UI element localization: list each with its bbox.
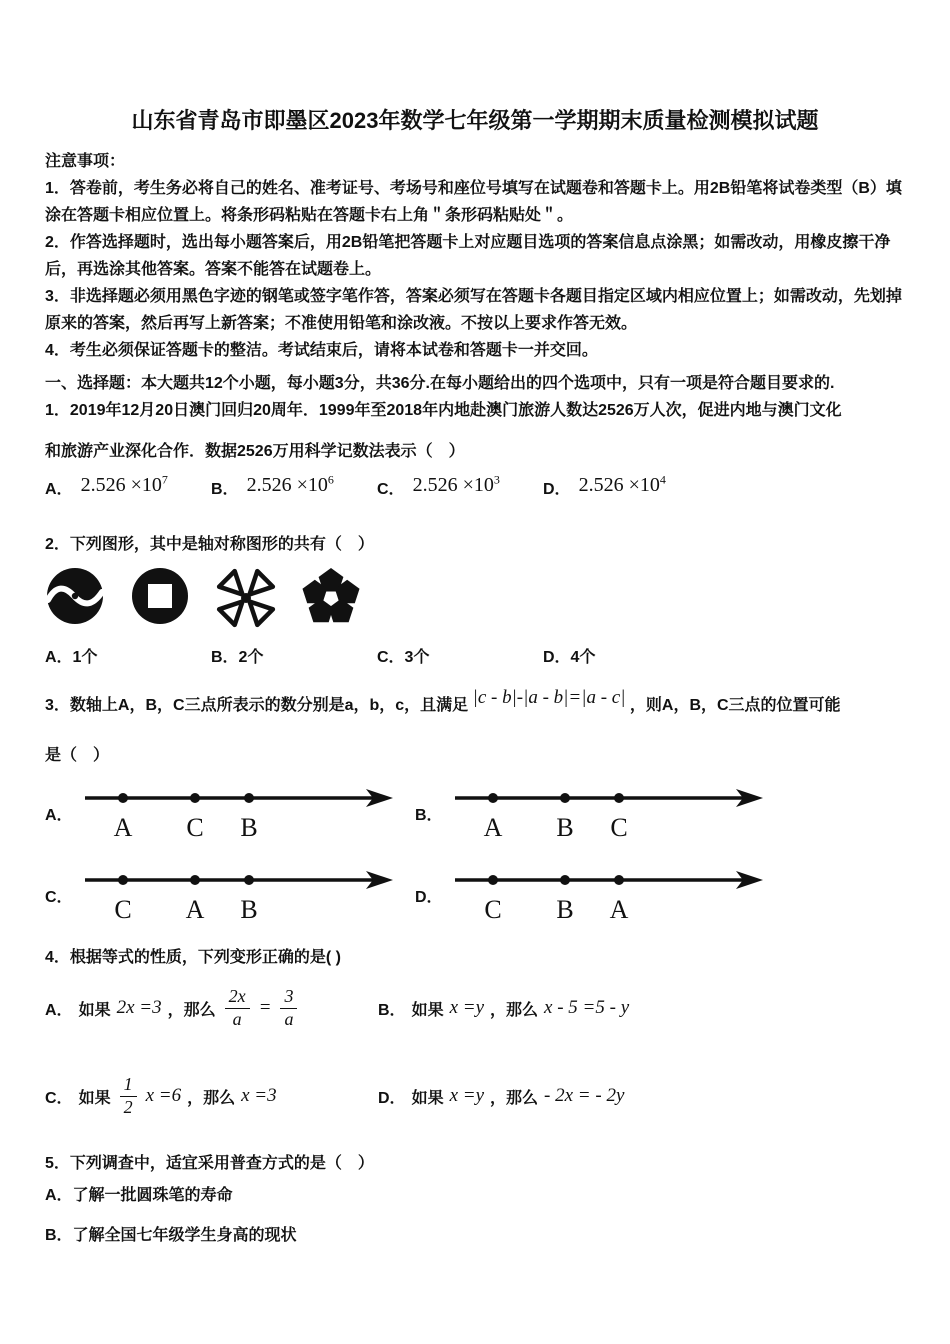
square-hole-coin-figure	[130, 556, 192, 640]
svg-text:A: A	[609, 895, 628, 924]
q3-numberline-b	[415, 786, 765, 844]
q2-option-b: B．2个	[211, 649, 264, 666]
q2-option-a: A．1个	[45, 649, 98, 666]
fraction: $\frac{2x}{a}$	[225, 986, 250, 1030]
q3-numberline-a	[45, 786, 395, 844]
option-label: B．	[211, 481, 239, 498]
svg-text:B: B	[555, 813, 574, 842]
q4-options-row2	[45, 1056, 912, 1136]
svg-text:B: B	[555, 895, 574, 924]
q1-option-b	[211, 472, 334, 500]
svg-text:A: A	[483, 813, 502, 842]
q3-numberlines-row1	[45, 786, 912, 868]
q1-options	[45, 472, 912, 522]
svg-text:B: B	[239, 813, 258, 842]
q1-text-line2: 和旅游产业深化合作．数据2526万用科学记数法表示（ ）	[45, 443, 465, 460]
q3-numberlines-row2	[45, 868, 912, 950]
svg-text:C: C	[609, 813, 628, 842]
q5-option-b: B．了解全国七年级学生身高的现状	[45, 1227, 297, 1244]
notice-item-1: 1．答卷前，考生务必将自己的姓名、准考证号、考场号和座位号填写在试题卷和答题卡上。用2B铅笔将试卷类型（B）填涂在答题卡相应位置上。将条形码粘贴在答题卡右上角＂条形码粘贴处＂。	[45, 180, 902, 224]
q1-option-a	[45, 472, 168, 500]
q4-option-b: B． 如果 x =y ，那么 x - 5 =5 - y	[378, 997, 630, 1019]
fraction: $\frac{1}{2}$	[120, 1074, 137, 1118]
q4-option-a: A． 如果 2x =3 ，那么 $\frac{2x}{a}$ = $\frac{3}{a}$	[45, 968, 300, 1048]
q3-text-line2: 是（ ）	[45, 747, 110, 764]
plum-blossom-figure	[300, 556, 362, 640]
option-value: $2.526 \times 10^4$	[578, 472, 666, 496]
q3-numberline-c	[45, 868, 395, 926]
q5-text: 5．下列调查中，适宜采用普查方式的是（ ）	[45, 1155, 374, 1172]
svg-text:C: C	[185, 813, 204, 842]
notice-item-4: 4．考生必须保证答题卡的整洁。考试结束后，请将本试卷和答题卡一并交回。	[45, 342, 598, 359]
q3-text-post: ，则A，B，C三点的位置可能	[629, 697, 841, 714]
numberline-label: B．	[415, 807, 443, 824]
svg-text:A: A	[113, 813, 132, 842]
q3-text	[45, 687, 912, 716]
fraction: $\frac{3}{a}$	[280, 986, 297, 1030]
q1-option-c	[377, 472, 500, 500]
q4-options-row1	[45, 968, 912, 1048]
svg-text:B: B	[239, 895, 258, 924]
option-value: $2.526 \times 10^6$	[246, 472, 334, 496]
q2-option-c: C．3个	[377, 649, 430, 666]
q4-option-c: C． 如果 $\frac{1}{2}$ x =6 ，那么 x =3	[45, 1073, 277, 1117]
q2-options	[45, 644, 912, 690]
notice-section	[45, 148, 915, 364]
option-label: D．	[543, 481, 571, 498]
option-label: C．	[377, 481, 405, 498]
q4-option-d: D． 如果 x =y ，那么 - 2x = - 2y	[378, 1085, 625, 1107]
numberline-graphic	[83, 786, 395, 844]
numberline-graphic	[453, 868, 765, 926]
yinyang-disc-figure	[45, 556, 107, 640]
numberline-graphic	[453, 786, 765, 844]
q5-option-a: A．了解一批圆珠笔的寿命	[45, 1187, 233, 1204]
option-value: $2.526 \times 10^3$	[412, 472, 500, 496]
notice-item-3: 3．非选择题必须用黑色字迹的钢笔或签字笔作答，答案必须写在答题卡各题目指定区域内相应位置上；如需改动，先划掉原来的答案，然后再写上新答案；不准使用铅笔和涂改液。不按以上要求作答无效。	[45, 288, 902, 332]
q2-option-d: D．4个	[543, 649, 596, 666]
q1-text-line1: 1．2019年12月20日澳门回归20周年．1999年至2018年内地赴澳门旅游人数达2526万人次，促进内地与澳门文化	[45, 402, 842, 419]
svg-text:C: C	[483, 895, 502, 924]
four-petal-clover-figure	[215, 556, 277, 640]
numberline-label: C．	[45, 889, 73, 906]
q4-text: 4．根据等式的性质，下列变形正确的是( )	[45, 949, 342, 966]
page-title: 山东省青岛市即墨区2023年数学七年级第一学期期末质量检测模拟试题	[131, 108, 819, 133]
notice-heading: 注意事项：	[45, 153, 126, 170]
q1-option-d	[543, 472, 666, 500]
numberline-label: D．	[415, 889, 443, 906]
svg-text:C: C	[113, 895, 132, 924]
numberline-label: A．	[45, 807, 73, 824]
q2-text: 2．下列图形，其中是轴对称图形的共有（ ）	[45, 536, 374, 553]
option-value: $2.526 \times 10^7$	[80, 472, 168, 496]
q3-formula: |c - b|-|a - b|=|a - c|	[472, 687, 626, 708]
notice-item-2: 2．作答选择题时，选出每小题答案后，用2B铅笔把答题卡上对应题目选项的答案信息点涂黑；如需改动，用橡皮擦干净后，再选涂其他答案。答案不能答在试题卷上。	[45, 234, 891, 278]
numberline-graphic	[83, 868, 395, 926]
q2-figures	[45, 556, 385, 640]
svg-text:A: A	[185, 895, 204, 924]
q3-text-pre: 3．数轴上A，B，C三点所表示的数分别是a，b，c，且满足	[45, 697, 469, 714]
q3-numberline-d	[415, 868, 765, 926]
section1-heading: 一、选择题：本大题共12个小题，每小题3分，共36分.在每小题给出的四个选项中，只有一项是符合题目要求的.	[45, 375, 835, 392]
option-label: A．	[45, 481, 73, 498]
